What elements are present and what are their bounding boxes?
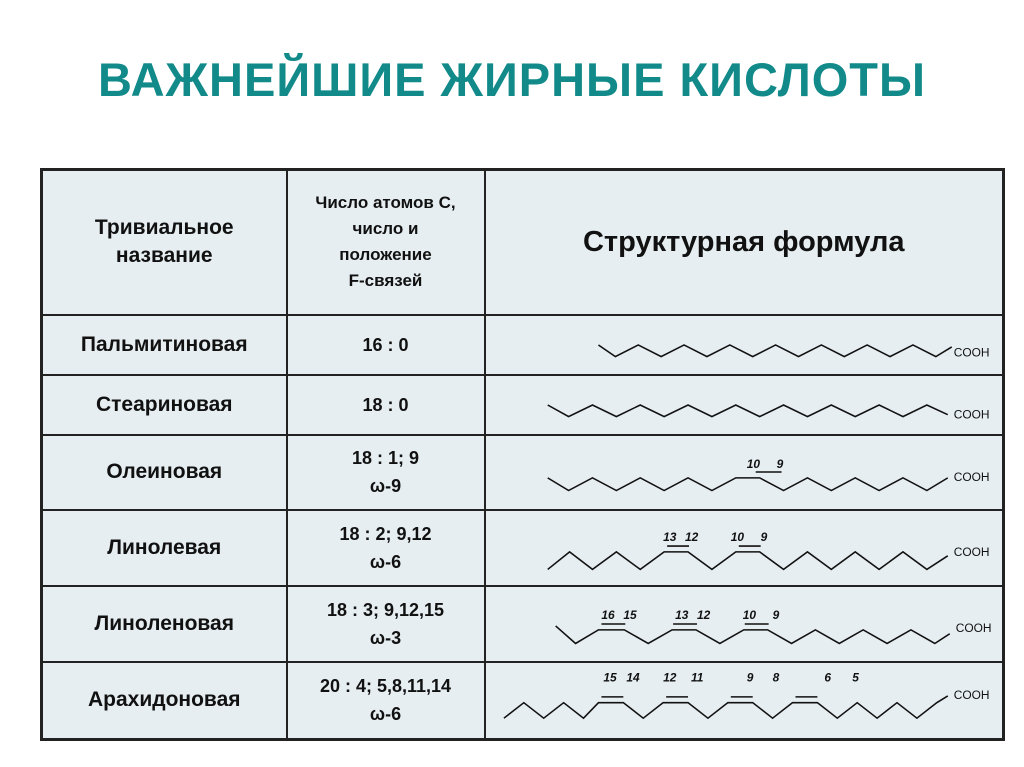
cooh-label: COOH — [955, 620, 992, 635]
page-title: ВАЖНЕЙШИЕ ЖИРНЫЕ КИСЛОТЫ — [98, 53, 926, 106]
carbon-position-label: 8 — [772, 671, 779, 684]
omega-label: ω-3 — [369, 627, 402, 648]
omega-label: ω-6 — [369, 551, 402, 572]
structural-formula — [485, 315, 1004, 375]
carbon-chain-line — [598, 345, 951, 357]
carbon-count-cell — [287, 662, 485, 740]
linoleic-formula-svg — [486, 511, 1003, 585]
header-name-line: Тривиальное — [94, 216, 234, 240]
structural-formula — [485, 586, 1004, 662]
cooh-label: COOH — [953, 346, 990, 360]
carbon-count: 16 : 0 — [362, 334, 409, 355]
carbon-count: 20 : 4; 5,8,11,14 — [319, 676, 452, 697]
carbon-count: 18 : 3; 9,12,15 — [326, 599, 445, 620]
header-count-line: положение — [339, 245, 432, 265]
carbon-position-label: 6 — [823, 671, 831, 684]
carbon-position-label: 5 — [851, 671, 859, 684]
carbon-position-label: 10 — [746, 456, 760, 471]
carbon-position-label: 9 — [746, 671, 753, 684]
table-row — [42, 375, 1004, 435]
carbon-position-label: 13 — [662, 529, 676, 544]
carbon-count: 18 : 1; 9 — [351, 448, 420, 468]
linolenic-formula-svg — [486, 587, 1003, 661]
acid-name: Линоленовая — [42, 586, 287, 662]
carbon-chain-line — [503, 695, 947, 717]
palmitic-formula-svg — [486, 316, 1003, 374]
acid-name: Стеариновая — [42, 375, 287, 435]
fatty-acids-table — [40, 168, 1005, 741]
header-count-line: Число атомов С, — [315, 193, 456, 213]
carbon-chain-line — [547, 477, 947, 490]
table-row — [42, 662, 1004, 740]
carbon-position-label: 13 — [674, 607, 688, 622]
cooh-label: COOH — [953, 408, 990, 421]
structural-formula — [485, 510, 1004, 586]
carbon-count: 18 : 2; 9,12 — [339, 523, 432, 544]
cooh-label: COOH — [953, 688, 990, 702]
carbon-position-label: 14 — [625, 671, 640, 684]
carbon-position-label: 10 — [730, 529, 744, 544]
carbon-count-cell — [287, 510, 485, 586]
carbon-position-label: 15 — [602, 671, 617, 684]
table-row — [42, 435, 1004, 510]
header-name-line: название — [115, 244, 213, 268]
carbon-position-label: 15 — [622, 607, 637, 622]
carbon-position-label: 9 — [776, 456, 783, 471]
cooh-label: COOH — [953, 544, 990, 559]
structural-formula — [485, 375, 1004, 435]
header-formula-cell: Структурная формула — [485, 170, 1004, 315]
table-row — [42, 315, 1004, 375]
acid-name: Олеиновая — [42, 435, 287, 510]
header-name-cell — [42, 170, 287, 315]
carbon-chain-line — [555, 625, 949, 643]
omega-label: ω-6 — [369, 704, 402, 725]
carbon-position-label: 10 — [742, 607, 756, 622]
carbon-chain-line — [547, 405, 947, 417]
acid-name: Пальмитиновая — [42, 315, 287, 375]
table-row — [42, 586, 1004, 662]
arachidonic-formula-svg — [486, 663, 1003, 739]
stearic-formula-svg — [486, 376, 1003, 434]
carbon-count-cell — [287, 375, 485, 435]
header-count-cell — [287, 170, 485, 315]
table-row — [42, 510, 1004, 586]
carbon-position-label: 9 — [760, 529, 767, 544]
carbon-position-label: 12 — [684, 529, 698, 544]
carbon-position-label: 12 — [696, 607, 710, 622]
acid-name: Линолевая — [42, 510, 287, 586]
carbon-count-cell — [287, 315, 485, 375]
header-count-line: число и — [352, 219, 419, 239]
oleic-formula-svg — [486, 436, 1003, 509]
structural-formula — [485, 662, 1004, 740]
carbon-count-cell — [287, 435, 485, 510]
acid-name: Арахидоновая — [42, 662, 287, 740]
table-header-row — [42, 170, 1004, 315]
header-count-line: F-связей — [348, 271, 423, 291]
carbon-position-label: 16 — [600, 607, 615, 622]
carbon-position-label: 12 — [662, 671, 676, 684]
carbon-count: 18 : 0 — [362, 394, 409, 415]
carbon-count-cell — [287, 586, 485, 662]
carbon-position-label: 11 — [690, 671, 703, 684]
omega-label: ω-9 — [369, 476, 402, 496]
structural-formula — [485, 435, 1004, 510]
cooh-label: COOH — [953, 469, 990, 484]
carbon-chain-line — [547, 551, 947, 569]
carbon-position-label: 9 — [772, 607, 779, 622]
